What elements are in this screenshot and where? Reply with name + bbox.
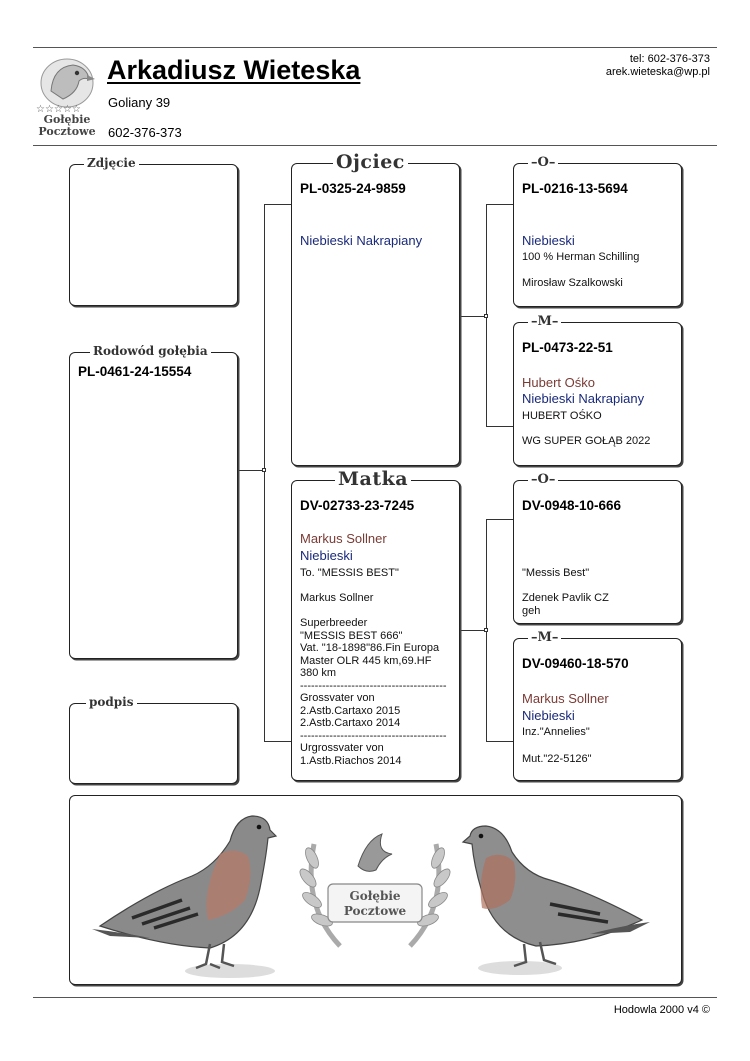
breeder-phone: 602-376-373 (108, 125, 182, 140)
mother-note-line: To. "MESSIS BEST" (300, 567, 399, 579)
mother-father-ring-number: DV-0948-10-666 (522, 498, 622, 513)
pigeon-emblem-icon (297, 834, 453, 946)
mother-note-line: 2.Astb.Cartaxo 2014 (300, 717, 401, 729)
mother-note-line: Markus Sollner (300, 592, 374, 604)
mother-notes (300, 567, 450, 767)
connector-parents-bracket (264, 204, 292, 742)
connector-dot (484, 314, 488, 318)
father-mother-note: HUBERT OŚKO (522, 410, 602, 422)
logo-text-line1: Gołębie (43, 113, 91, 126)
svg-text:Pocztowe: Pocztowe (343, 904, 407, 918)
mother-father-note: geh (522, 605, 541, 617)
pedigree-label: Rodowód gołębia (90, 344, 211, 358)
mother-father-breeder: Zdenek Pavlik CZ (522, 592, 609, 604)
connector-dot (484, 628, 488, 632)
connector-father-bracket (486, 204, 514, 427)
mother-box (291, 468, 460, 781)
mother-father-note: "Messis Best" (522, 567, 590, 579)
mother-note-line: "MESSIS BEST 666" (300, 629, 403, 642)
mother-note-line: 380 km (300, 667, 337, 679)
mother-mother-color: Niebieski (522, 708, 575, 723)
pigeon-banner (69, 795, 682, 985)
mother-mother-box (513, 630, 682, 781)
father-label: Ojciec (333, 151, 408, 173)
mother-color: Niebieski (300, 548, 353, 563)
father-mother-breeder: Hubert Ośko (522, 375, 595, 390)
pigeon-head-icon (33, 53, 101, 115)
mother-mother-label: –M– (528, 630, 561, 645)
mother-note-line: Urgrossvater von (300, 742, 384, 754)
mother-label: Matka (335, 468, 411, 490)
header-bottom-rule (33, 145, 717, 146)
footer-credit: Hodowla 2000 v4 © (613, 1004, 710, 1016)
father-mother-color: Niebieski Nakrapiany (522, 391, 645, 406)
mother-breeder: Markus Sollner (300, 531, 387, 546)
svg-text:Gołębie: Gołębie (349, 889, 401, 903)
signature-label: podpis (86, 695, 137, 709)
logo (33, 53, 101, 141)
signature-box (69, 695, 238, 784)
mother-note-line: 2.Astb.Cartaxo 2015 (300, 704, 401, 717)
mother-father-label: –O– (528, 472, 558, 487)
mother-note-line (300, 605, 450, 618)
connector-dot (262, 468, 266, 472)
pigeon-right-icon (463, 826, 650, 975)
mother-ring-number: DV-02733-23-7245 (300, 498, 415, 513)
father-father-ring-number: PL-0216-13-5694 (522, 181, 628, 196)
photo-box (69, 156, 238, 306)
father-mother-box (513, 314, 682, 466)
mother-note-line (300, 580, 450, 593)
pedigree-box (69, 344, 238, 659)
contact-tel: tel: 602-376-373 (629, 53, 710, 65)
logo-text-line2: Pocztowe (38, 125, 96, 138)
mother-mother-note: Inz."Annelies" (522, 726, 590, 738)
mother-father-box (513, 472, 682, 624)
contact-email: arek.wieteska@wp.pl (605, 66, 710, 78)
header-top-rule (33, 47, 717, 48)
breeder-address: Goliany 39 (108, 95, 171, 110)
father-color: Niebieski Nakrapiany (300, 233, 423, 248)
mother-mother-note: Mut."22-5126" (522, 753, 592, 765)
mother-note-divider: ---------------------------------------- (300, 679, 447, 692)
pigeon-left-icon (92, 816, 276, 978)
father-box (291, 151, 460, 466)
mother-mother-breeder: Markus Sollner (522, 691, 609, 706)
father-father-label: –O– (528, 155, 558, 170)
mother-note-line: 1.Astb.Riachos 2014 (300, 754, 402, 767)
mother-note-line: Superbreeder (300, 617, 368, 629)
bird-ring-number: PL-0461-24-15554 (78, 364, 192, 379)
father-ring-number: PL-0325-24-9859 (300, 181, 406, 196)
mother-note-line: Grossvater von (300, 692, 375, 704)
father-mother-note: WG SUPER GOŁĄB 2022 (522, 435, 651, 447)
father-mother-label: –M– (528, 314, 561, 329)
father-father-box (513, 155, 682, 307)
mother-note-divider: ---------------------------------------- (300, 729, 447, 742)
svg-text:☆☆☆☆☆: ☆☆☆☆☆ (36, 104, 81, 115)
banner-art (70, 796, 681, 984)
mother-note-line: Vat. "18-1898"86.Fin Europa (300, 642, 440, 654)
father-father-note: 100 % Herman Schilling (522, 251, 640, 263)
photo-label: Zdjęcie (84, 156, 139, 170)
connector-mother-bracket (486, 519, 514, 742)
father-father-color: Niebieski (522, 233, 575, 248)
footer-rule (33, 997, 717, 998)
mother-mother-ring-number: DV-09460-18-570 (522, 656, 629, 671)
father-father-breeder: Mirosław Szalkowski (522, 277, 623, 289)
mother-note-line: Master OLR 445 km,69.HF (300, 654, 432, 667)
breeder-name: Arkadiusz Wieteska (107, 55, 361, 85)
father-mother-ring-number: PL-0473-22-51 (522, 340, 613, 355)
